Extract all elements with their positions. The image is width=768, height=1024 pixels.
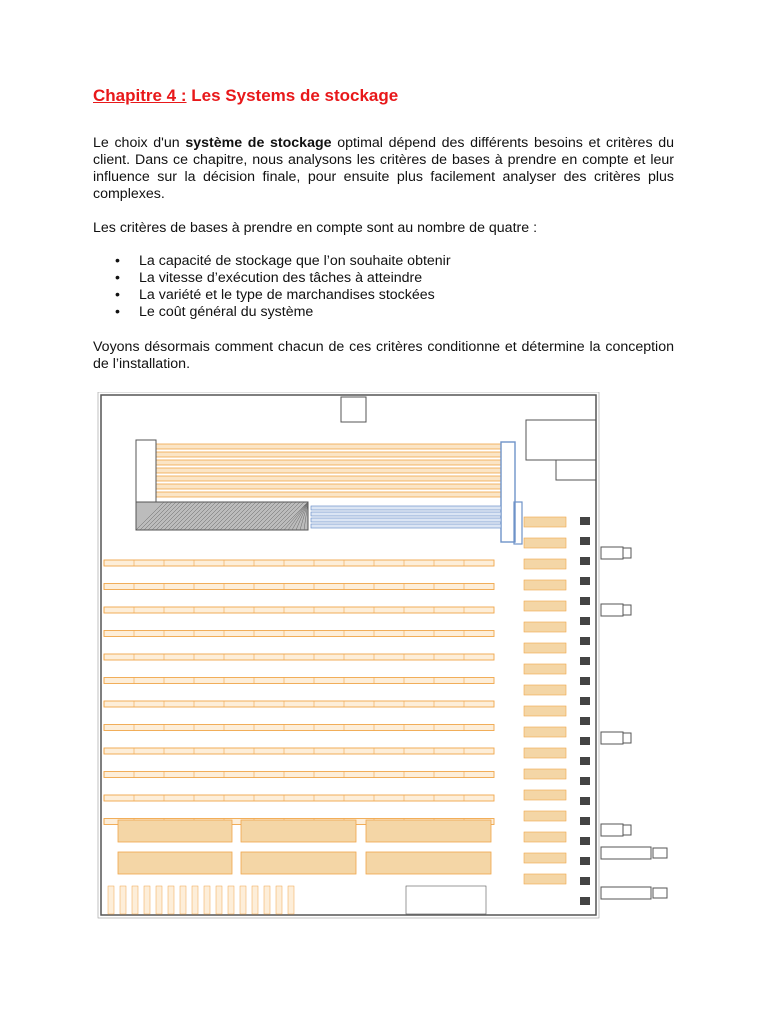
plan-staging-lane: [524, 685, 566, 695]
plan-dock-door: [580, 877, 590, 885]
plan-dock-door: [580, 677, 590, 685]
plan-staging-lane: [524, 811, 566, 821]
plan-dock-door: [580, 537, 590, 545]
plan-staging-lane: [524, 559, 566, 569]
plan-narrow-rack: [204, 886, 210, 914]
intro-paragraph: [93, 135, 674, 203]
warehouse-plan-drawing: [96, 392, 676, 920]
criteria-intro: Les critères de bases à prendre en compte sont au nombre de quatre :: [93, 220, 538, 236]
plan-staging-lane: [524, 790, 566, 800]
plan-dock-door: [580, 517, 590, 525]
plan-office-block: [526, 420, 596, 460]
chapter-heading: [93, 86, 398, 106]
plan-conveyor: [501, 442, 515, 542]
plan-block-stack-area: [241, 820, 356, 842]
plan-dock-door: [580, 717, 590, 725]
plan-staging-lane: [524, 622, 566, 632]
plan-truck-cab: [601, 604, 623, 616]
plan-staging-lane: [524, 601, 566, 611]
plan-dock-door: [580, 817, 590, 825]
plan-narrow-rack: [240, 886, 246, 914]
plan-machinery: [136, 440, 156, 502]
plan-high-bay-rack: [156, 460, 501, 465]
plan-stair-block: [341, 397, 366, 422]
plan-block-stack-area: [366, 820, 491, 842]
plan-narrow-rack: [168, 886, 174, 914]
plan-dock-door: [580, 797, 590, 805]
plan-staging-lane: [524, 874, 566, 884]
plan-narrow-rack: [180, 886, 186, 914]
chapter-number: Chapitre 4 :: [93, 86, 187, 105]
plan-truck-front: [623, 548, 631, 558]
intro-text-end: optimal dépend des différents besoins et critères du client. Dans ce chapitre, nous analysons les critères de bases à prendre en compte et leur influence sur la décision finale, pour ensuite plus facilement analyser des critères plus complexes.: [93, 135, 674, 202]
plan-dock-door: [580, 637, 590, 645]
intro-bold-term: système de stockage: [185, 135, 332, 151]
plan-high-bay-rack: [156, 452, 501, 457]
plan-truck-front: [653, 888, 667, 898]
plan-dock-door: [580, 777, 590, 785]
plan-staging-lane: [524, 832, 566, 842]
plan-truck-front: [623, 825, 631, 835]
plan-pallet-rack-row: [104, 748, 494, 754]
intro-text-start: Le choix d'un: [93, 135, 186, 151]
plan-dock-door: [580, 757, 590, 765]
plan-narrow-rack: [264, 886, 270, 914]
plan-high-bay-rack: [156, 492, 501, 497]
plan-truck-front: [623, 605, 631, 615]
plan-pallet-rack-row: [104, 795, 494, 801]
plan-dock-door: [580, 837, 590, 845]
plan-narrow-rack: [216, 886, 222, 914]
criteria-list: [93, 253, 653, 321]
plan-truck-cab: [601, 824, 623, 836]
plan-pallet-rack-row: [104, 678, 494, 684]
plan-narrow-rack: [276, 886, 282, 914]
plan-pallet-rack-row: [104, 607, 494, 613]
plan-dock-door: [580, 597, 590, 605]
plan-miniload-rack: [311, 512, 501, 516]
plan-pallet-rack-row: [104, 584, 494, 590]
plan-truck-cab: [601, 732, 623, 744]
plan-block-stack-area: [241, 852, 356, 874]
plan-staging-lane: [524, 853, 566, 863]
plan-pallet-rack-row: [104, 631, 494, 637]
plan-pallet-rack-row: [104, 725, 494, 731]
plan-narrow-rack: [120, 886, 126, 914]
plan-narrow-rack: [132, 886, 138, 914]
chapter-title: Les Systems de stockage: [191, 86, 399, 105]
plan-block-stack-area: [366, 852, 491, 874]
conclusion-paragraph: Voyons désormais comment chacun de ces critères conditionne et détermine la conception de l’installation.: [93, 339, 674, 372]
plan-truck-front: [653, 848, 667, 858]
plan-pallet-rack-row: [104, 772, 494, 778]
plan-staging-lane: [524, 769, 566, 779]
plan-dock-door: [580, 617, 590, 625]
plan-pallet-rack-row: [104, 701, 494, 707]
plan-dock-door: [580, 657, 590, 665]
plan-block-stack-area: [118, 852, 232, 874]
plan-narrow-rack: [108, 886, 114, 914]
plan-staging-lane: [524, 538, 566, 548]
plan-staging-lane: [524, 706, 566, 716]
plan-staging-lane: [524, 643, 566, 653]
plan-high-bay-rack: [156, 444, 501, 449]
plan-narrow-rack: [228, 886, 234, 914]
plan-dock-door: [580, 577, 590, 585]
plan-dock-door: [580, 697, 590, 705]
plan-pallet-rack-row: [104, 654, 494, 660]
plan-high-bay-rack: [156, 468, 501, 473]
plan-narrow-rack: [156, 886, 162, 914]
plan-block-stack-area: [118, 820, 232, 842]
plan-narrow-rack: [288, 886, 294, 914]
plan-dock-door: [580, 737, 590, 745]
plan-dock-door: [580, 557, 590, 565]
plan-narrow-rack: [192, 886, 198, 914]
plan-truck-trailer: [601, 847, 651, 859]
plan-narrow-rack: [144, 886, 150, 914]
plan-staging-lane: [524, 580, 566, 590]
list-item: • La vitesse d’exécution des tâches à atteindre: [93, 270, 653, 287]
plan-staging-lane: [524, 517, 566, 527]
plan-truck-cab: [601, 547, 623, 559]
list-item: • La variété et le type de marchandises stockées: [93, 287, 653, 304]
plan-miniload-rack: [311, 524, 501, 528]
list-item: • La capacité de stockage que l’on souhaite obtenir: [93, 253, 653, 270]
plan-miniload-rack: [311, 506, 501, 510]
plan-high-bay-rack: [156, 484, 501, 489]
plan-dock-door: [580, 857, 590, 865]
plan-staging-lane: [524, 748, 566, 758]
plan-office-block: [556, 460, 596, 480]
plan-staging-lane: [524, 727, 566, 737]
plan-pallet-rack-row: [104, 560, 494, 566]
plan-staging-lane: [524, 664, 566, 674]
plan-dock-zone: [406, 886, 486, 914]
list-item: • Le coût général du système: [93, 304, 653, 321]
plan-truck-front: [623, 733, 631, 743]
plan-dock-door: [580, 897, 590, 905]
plan-miniload-rack: [311, 518, 501, 522]
plan-high-bay-rack: [156, 476, 501, 481]
plan-narrow-rack: [252, 886, 258, 914]
plan-truck-trailer: [601, 887, 651, 899]
